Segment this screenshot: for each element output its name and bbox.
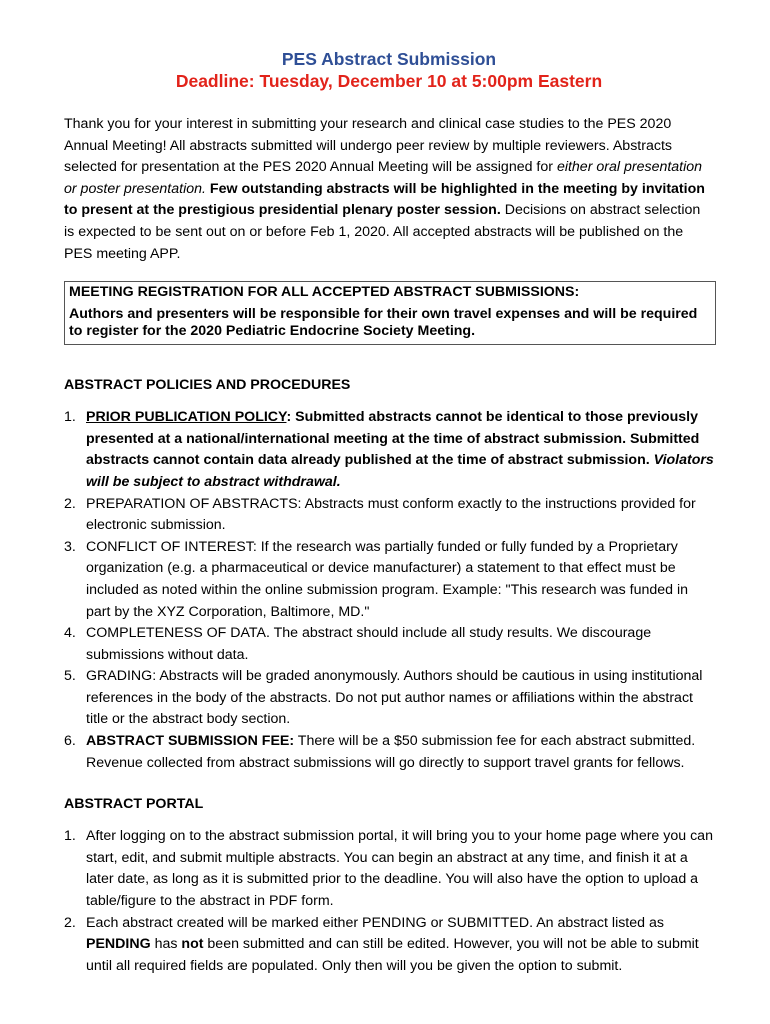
list-item: 2. PREPARATION OF ABSTRACTS: Abstracts must conform exactly to the instructions provided for electronic submission.: [64, 495, 696, 534]
list-item: 4. COMPLETENESS OF DATA. The abstract should include all study results. We discourage submissions without data.: [64, 625, 652, 663]
policies-list: [64, 407, 714, 774]
list-item: 1. After logging on to the abstract submission portal, it will bring you to your home page where you can start, edit, and submit multiple abstracts. You can begin an abstract at any time, and finish it at a later date, as long as it is submitted prior to the deadline. You will also have the option to upload a table/figure to the abstract in PDF form.: [64, 828, 713, 910]
list-item: 3. CONFLICT OF INTEREST: If the research was partially funded or fully funded by a Proprietary organization (e.g. a pharmaceutical or device manufacturer) a statement to that effect must be included as noted within the online submission program. Example: "This research was funded in part by the XYZ Corporation, Baltimore, MD.": [64, 538, 689, 620]
deadline-heading: Deadline: Tuesday, December 10 at 5:00pm Eastern: [175, 71, 603, 91]
list-item: 6. ABSTRACT SUBMISSION FEE: There will be a $50 submission fee for each abstract submitted. Revenue collected from abstract submissions will go directly to support travel grants for fellows.: [64, 733, 696, 771]
policies-heading: ABSTRACT POLICIES AND PROCEDURES: [64, 377, 351, 394]
intro-paragraph: Thank you for your interest in submitting your research and clinical case studies to the PES 2020 Annual Meeting! All abstracts submitted will undergo peer review by multiple reviewers. Abstracts selected for presentation at the PES 2020 Annual Meeting will be assigned for either oral presentation or poster presentation. Few outstanding abstracts will be highlighted in the meeting by invitation to present at the prestigious presidential plenary poster session. Decisions on abstract selection is expected to be sent out on or before Feb 1, 2020. All accepted abstracts will be published on the PES meeting APP.: [64, 116, 705, 262]
portal-list: [64, 826, 714, 977]
list-item: 1. PRIOR PUBLICATION POLICY: Submitted abstracts cannot be identical to those previously presented at a national/international meeting at the time of abstract submission. Submitted abstracts cannot contain data already published at the time of abstract submission. Violators will be subject to abstract withdrawal.: [64, 409, 714, 490]
list-item: 5. GRADING: Abstracts will be graded anonymously. Authors should be cautious in using institutional references in the body of the abstracts. Do not put author names or affiliations within the abstract title or the abstract body section.: [64, 668, 703, 728]
registration-text: Authors and presenters will be responsible for their own travel expenses and will be required to register for the 2020 Pediatric Endocrine Society Meeting.: [69, 306, 698, 340]
list-item: 2. Each abstract created will be marked either PENDING or SUBMITTED. An abstract listed as PENDING has not been submitted and can still be edited. However, you will not be able to submit until all required fields are populated. Only then will you be given the option to submit.: [64, 914, 699, 974]
portal-heading: ABSTRACT PORTAL: [64, 796, 204, 813]
registration-box: [64, 281, 716, 345]
page-title: PES Abstract Submission: [281, 49, 497, 69]
registration-heading: MEETING REGISTRATION FOR ALL ACCEPTED ABSTRACT SUBMISSIONS:: [69, 284, 580, 301]
